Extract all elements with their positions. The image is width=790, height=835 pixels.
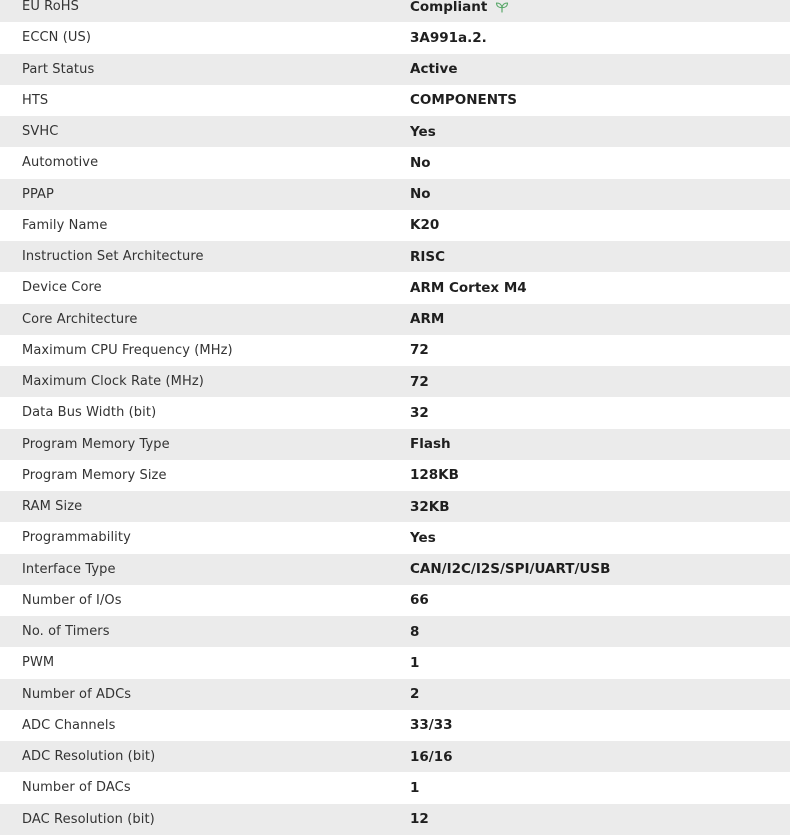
spec-attribute-value: Yes xyxy=(410,529,436,546)
spec-attribute-name: Device Core xyxy=(22,280,102,296)
spec-attribute-name: RAM Size xyxy=(22,499,83,515)
spec-attribute-value: K20 xyxy=(410,217,440,234)
spec-row xyxy=(0,85,790,116)
spec-attribute-name: Programmability xyxy=(22,530,131,546)
spec-attribute-name: Instruction Set Architecture xyxy=(22,249,204,265)
spec-row xyxy=(0,616,790,647)
spec-attribute-name: Maximum Clock Rate (MHz) xyxy=(22,374,204,390)
spec-row xyxy=(0,491,790,522)
spec-attribute-value-cell xyxy=(410,0,790,22)
spec-attribute-name: Data Bus Width (bit) xyxy=(22,405,157,421)
spec-row xyxy=(0,647,790,678)
spec-attribute-name: Number of DACs xyxy=(22,780,131,796)
spec-attribute-name: EU RoHS xyxy=(22,0,79,15)
spec-attribute-value: 12 xyxy=(410,811,429,828)
spec-attribute-value: Active xyxy=(410,61,458,78)
spec-row xyxy=(0,116,790,147)
spec-row xyxy=(0,210,790,241)
spec-attribute-name: Program Memory Type xyxy=(22,436,170,452)
spec-attribute-name: Number of ADCs xyxy=(22,686,132,702)
spec-row xyxy=(0,804,790,835)
spec-attribute-value: No xyxy=(410,186,431,203)
spec-attribute-value: 72 xyxy=(410,342,429,359)
spec-attribute-name: Program Memory Size xyxy=(22,467,167,483)
spec-row xyxy=(0,397,790,428)
spec-row xyxy=(0,741,790,772)
spec-attribute-name: ADC Resolution (bit) xyxy=(22,749,156,765)
spec-row xyxy=(0,710,790,741)
spec-row xyxy=(0,679,790,710)
spec-attribute-value: 16/16 xyxy=(410,748,453,765)
spec-attribute-value: 8 xyxy=(410,623,420,640)
spec-attribute-name: Core Architecture xyxy=(22,311,138,327)
spec-attribute-value: Yes xyxy=(410,123,436,140)
spec-value-wrap xyxy=(410,0,509,15)
spec-attribute-value: ARM xyxy=(410,311,445,328)
spec-attribute-name: HTS xyxy=(22,92,49,108)
spec-attribute-name: Number of I/Os xyxy=(22,592,122,608)
spec-row xyxy=(0,585,790,616)
spec-attribute-name: DAC Resolution (bit) xyxy=(22,811,155,827)
spec-attribute-value: 3A991a.2. xyxy=(410,29,487,46)
spec-attribute-value: COMPONENTS xyxy=(410,92,517,109)
spec-attribute-value: 32 xyxy=(410,404,429,421)
spec-attribute-name: Maximum CPU Frequency (MHz) xyxy=(22,342,233,358)
spec-attribute-value: 1 xyxy=(410,779,420,796)
spec-attribute-name: ADC Channels xyxy=(22,717,116,733)
spec-attribute-value: 66 xyxy=(410,592,429,609)
spec-attribute-name: SVHC xyxy=(22,124,59,140)
spec-attribute-name: Part Status xyxy=(22,61,95,77)
spec-row xyxy=(0,179,790,210)
spec-row xyxy=(0,772,790,803)
spec-attribute-name: PWM xyxy=(22,655,55,671)
spec-row xyxy=(0,272,790,303)
spec-attribute-value: No xyxy=(410,154,431,171)
spec-attribute-name: Family Name xyxy=(22,217,108,233)
spec-attribute-value: 128KB xyxy=(410,467,459,484)
spec-row xyxy=(0,304,790,335)
spec-attribute-value: ARM Cortex M4 xyxy=(410,279,527,296)
leaf-icon xyxy=(495,1,509,13)
spec-attribute-value: Compliant xyxy=(410,0,488,15)
spec-row xyxy=(0,335,790,366)
spec-row xyxy=(0,147,790,178)
spec-row xyxy=(0,22,790,53)
spec-row xyxy=(0,429,790,460)
spec-row xyxy=(0,0,790,22)
spec-attribute-value: CAN/I2C/I2S/SPI/UART/USB xyxy=(410,561,611,578)
spec-row xyxy=(0,241,790,272)
spec-attribute-value: 72 xyxy=(410,373,429,390)
spec-attribute-value: 32KB xyxy=(410,498,450,515)
spec-attribute-name: Automotive xyxy=(22,155,99,171)
spec-attribute-value: 2 xyxy=(410,686,420,703)
spec-attribute-name: No. of Timers xyxy=(22,624,110,640)
spec-row xyxy=(0,366,790,397)
spec-row xyxy=(0,522,790,553)
spec-attribute-name: PPAP xyxy=(22,186,54,202)
spec-row xyxy=(0,54,790,85)
spec-row xyxy=(0,460,790,491)
spec-attribute-value: Flash xyxy=(410,436,451,453)
spec-attribute-name: ECCN (US) xyxy=(22,30,92,46)
spec-attribute-value: 33/33 xyxy=(410,717,453,734)
spec-attribute-name: Interface Type xyxy=(22,561,116,577)
spec-attribute-value: RISC xyxy=(410,248,446,265)
spec-attribute-value: 1 xyxy=(410,654,420,671)
spec-row xyxy=(0,554,790,585)
